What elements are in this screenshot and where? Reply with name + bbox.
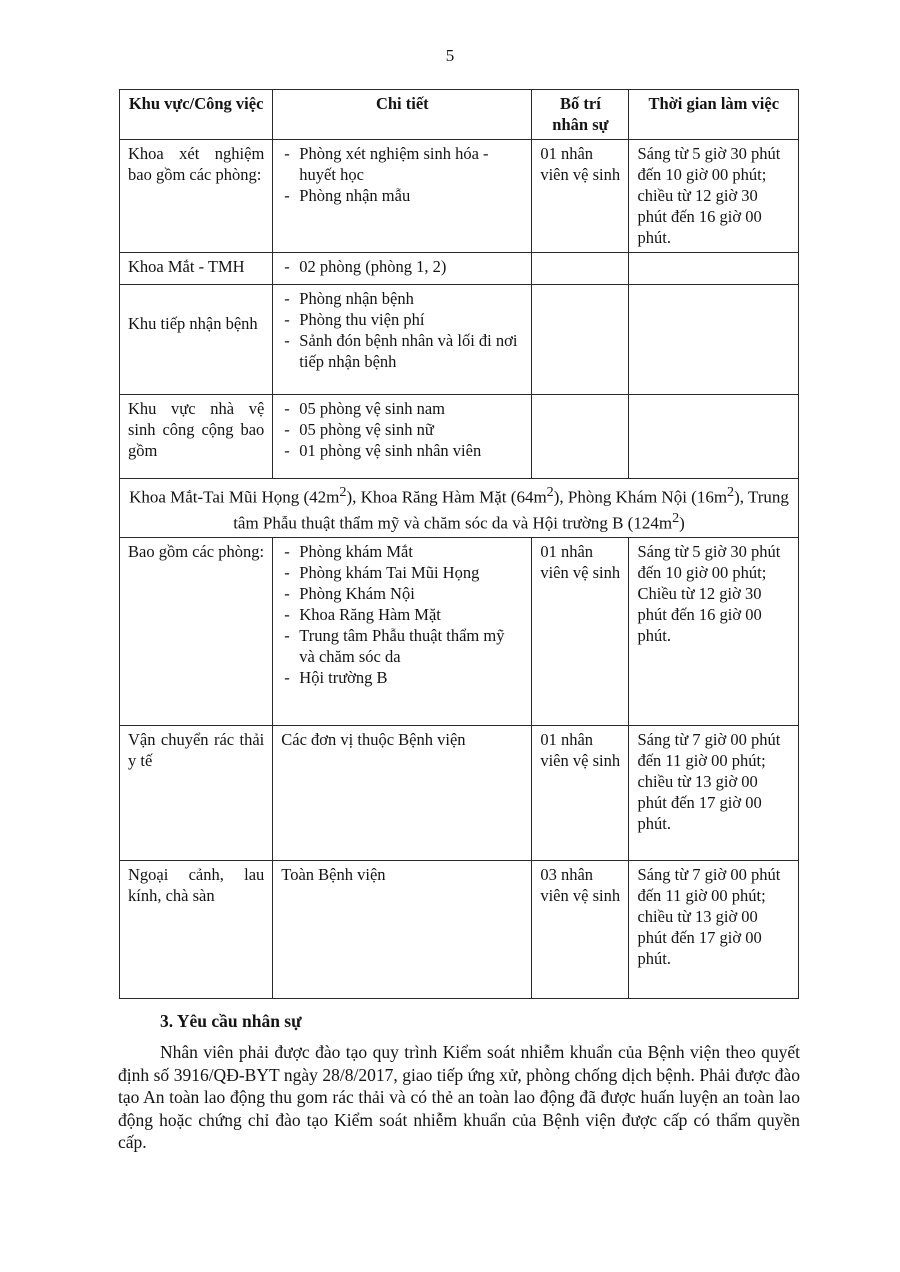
section-header [120,479,799,538]
section-text: ), Phòng Khám Nội (16m [553,487,728,507]
area-cell: Vận chuyển rác thải y tế [120,726,273,861]
list-item: - Phòng thu viện phí [281,309,523,330]
table-row [120,538,799,726]
list-item: - 05 phòng vệ sinh nam [281,398,523,419]
area-cell: Bao gồm các phòng: [120,538,273,726]
staff-cell [532,253,629,285]
details-cell [273,538,532,726]
table-row [120,395,799,479]
list-item: - Phòng khám Mắt [281,541,523,562]
details-list [281,256,523,277]
header-area: Khu vực/Công việc [120,90,273,140]
superscript: 2 [339,484,347,500]
staff-cell: 01 nhân viên vệ sinh [532,726,629,861]
list-item: - Khoa Răng Hàm Mặt [281,604,523,625]
superscript: 2 [727,484,735,500]
area-cell: Khu vực nhà vệ sinh công cộng bao gồm [120,395,273,479]
body-paragraph: Nhân viên phải được đào tạo quy trình Kiểm soát nhiễm khuẩn của Bệnh viện theo quyết định số 3916/QĐ-BYT ngày 28/8/2017, giao tiếp ứng xử, phòng chống dịch bệnh. Phải được đào tạo An toàn lao động thu gom rác thải và có thẻ an toàn lao động đã được huấn luyện an toàn lao động hoặc chứng chỉ đào tạo Kiểm soát nhiễm khuẩn của Bệnh viện được cấp có thẩm quyền cấp. [118,1042,800,1152]
staff-cell [532,285,629,395]
list-item: - Hội trường B [281,667,523,688]
time-afternoon: Chiều từ 12 giờ 30 phút đến 16 giờ 00 phút. [637,584,762,646]
staff-cell: 01 nhân viên vệ sinh [532,538,629,726]
details-cell [273,395,532,479]
section-text: ) [679,513,685,533]
time-cell: Sáng từ 7 giờ 00 phút đến 11 giờ 00 phút; chiều từ 13 giờ 00 phút đến 17 giờ 00 phút. [629,861,799,999]
details-list [281,398,523,461]
details-cell [273,285,532,395]
section-heading: 3. Yêu cầu nhân sự [160,1011,302,1031]
table-row [120,140,799,253]
area-cell: Ngoại cảnh, lau kính, chà sàn [120,861,273,999]
details-cell: Toàn Bệnh viện [273,861,532,999]
list-item: - Phòng nhận bệnh [281,288,523,309]
details-cell [273,253,532,285]
staffing-schedule-table [119,89,799,999]
table-row [120,285,799,395]
time-cell: Sáng từ 7 giờ 00 phút đến 11 giờ 00 phút; chiều từ 13 giờ 00 phút đến 17 giờ 00 phút. [629,726,799,861]
section-text: ), Khoa Răng Hàm Mặt (64m [346,487,547,507]
list-item: - Phòng Khám Nội [281,583,523,604]
header-time: Thời gian làm việc [629,90,799,140]
list-item: - Phòng xét nghiệm sinh hóa - huyết học [281,143,523,185]
superscript: 2 [672,509,680,526]
details-list [281,143,523,206]
superscript: 2 [546,484,554,500]
list-item: - 02 phòng (phòng 1, 2) [281,256,523,277]
details-cell [273,140,532,253]
area-cell: Khoa xét nghiệm bao gồm các phòng: [120,140,273,253]
section-header-row [120,479,799,538]
time-cell [629,538,799,726]
time-morning: Sáng từ 5 giờ 30 phút đến 10 giờ 00 phút; [637,542,781,583]
list-item: - 05 phòng vệ sinh nữ [281,419,523,440]
time-cell: Sáng từ 5 giờ 30 phút đến 10 giờ 00 phút; chiều từ 12 giờ 30 phút đến 16 giờ 00 phút. [629,140,799,253]
table-header-row [120,90,799,140]
details-list [281,288,523,372]
table-row [120,861,799,999]
time-cell [629,395,799,479]
time-cell [629,285,799,395]
table-row [120,726,799,861]
area-cell: Khu tiếp nhận bệnh [120,285,273,395]
area-cell: Khoa Mắt - TMH [120,253,273,285]
details-list [281,541,523,688]
list-item: - Sảnh đón bệnh nhân và lối đi nơi tiếp nhận bệnh [281,330,523,372]
list-item: - Phòng khám Tai Mũi Họng [281,562,523,583]
staff-cell: 03 nhân viên vệ sinh [532,861,629,999]
staff-cell: 01 nhân viên vệ sinh [532,140,629,253]
page-number: 5 [445,46,455,65]
list-item: - 01 phòng vệ sinh nhân viên [281,440,523,461]
list-item: - Trung tâm Phẫu thuật thẩm mỹ và chăm sóc da [281,625,523,667]
table-row [120,253,799,285]
list-item: - Phòng nhận mẫu [281,185,523,206]
section-text: Khoa Mắt-Tai Mũi Họng (42m [129,487,340,507]
header-details: Chi tiết [273,90,532,140]
staff-cell [532,395,629,479]
time-cell [629,253,799,285]
details-cell: Các đơn vị thuộc Bệnh viện [273,726,532,861]
section-text: ), Trung tâm Phẫu thuật thẩm mỹ và chăm sóc da và Hội trường B (124m [233,487,789,533]
header-staff: Bố trí nhân sự [532,90,629,140]
